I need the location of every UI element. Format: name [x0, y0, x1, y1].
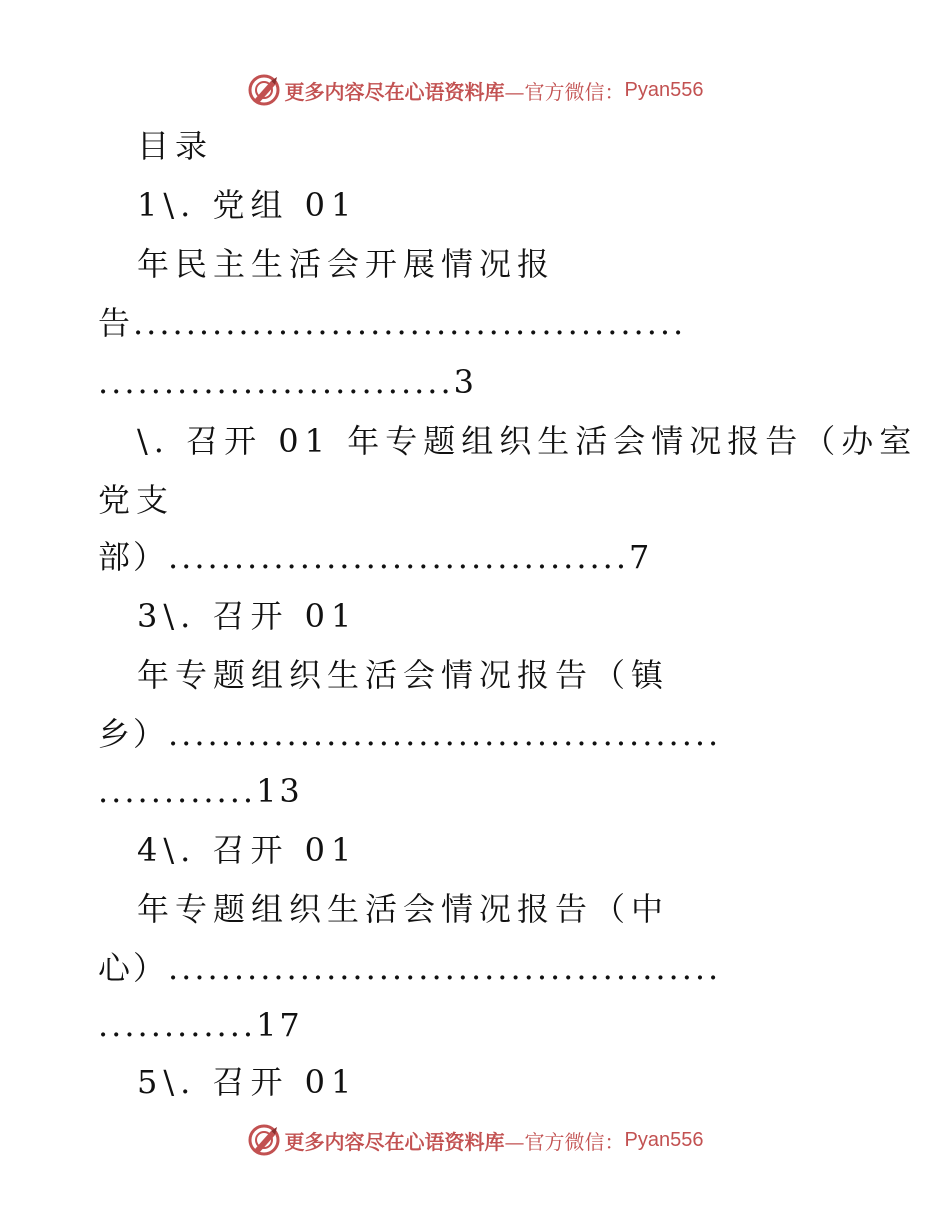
banner-separator: —官方微信：: [504, 79, 625, 104]
pen-logo-icon: [247, 73, 281, 107]
toc-entry-4-leader: 心）..........................................: [98, 949, 722, 987]
toc-entry-5-number: 5\. 召开 01: [137, 1063, 358, 1101]
pen-logo-icon: [247, 1123, 281, 1157]
banner-wechat-id: Pyan556: [624, 78, 704, 101]
toc-entry-4-page: ............17: [98, 1006, 303, 1044]
toc-entry-2-page: 部）...................................7: [98, 538, 653, 576]
toc-title: 目录: [137, 127, 214, 165]
footer-banner-separator: —官方微信：: [504, 1129, 625, 1154]
toc-entry-1-page: ...........................3: [98, 363, 477, 401]
toc-entry-2-title: \. 召开 01 年专题组织生活会情况报告（办室: [137, 422, 918, 460]
footer-banner: [0, 1120, 950, 1160]
header-banner: [0, 70, 950, 110]
toc-entry-1-leader: 告..........................................: [98, 304, 687, 342]
toc-entry-1-title: 年民主生活会开展情况报: [137, 245, 556, 283]
toc-entry-4-number: 4\. 召开 01: [137, 831, 358, 869]
toc-entry-4-title: 年专题组织生活会情况报告（中: [137, 890, 670, 928]
footer-banner-content: [247, 1123, 704, 1157]
toc-entry-1-number: 1\. 党组 01: [137, 186, 358, 224]
toc-entry-3-page: ............13: [98, 772, 303, 810]
banner-content: [247, 73, 704, 107]
toc-entry-3-leader: 乡）..........................................: [98, 715, 722, 753]
toc-entry-2-title-cont: 党支: [98, 481, 175, 519]
footer-banner-slogan: 更多内容尽在心语资料库: [284, 1129, 505, 1154]
toc-entry-3-title: 年专题组织生活会情况报告（镇: [137, 656, 670, 694]
toc-entry-3-number: 3\. 召开 01: [137, 597, 358, 635]
banner-slogan: 更多内容尽在心语资料库: [284, 79, 505, 104]
footer-banner-wechat-id: Pyan556: [624, 1128, 704, 1151]
